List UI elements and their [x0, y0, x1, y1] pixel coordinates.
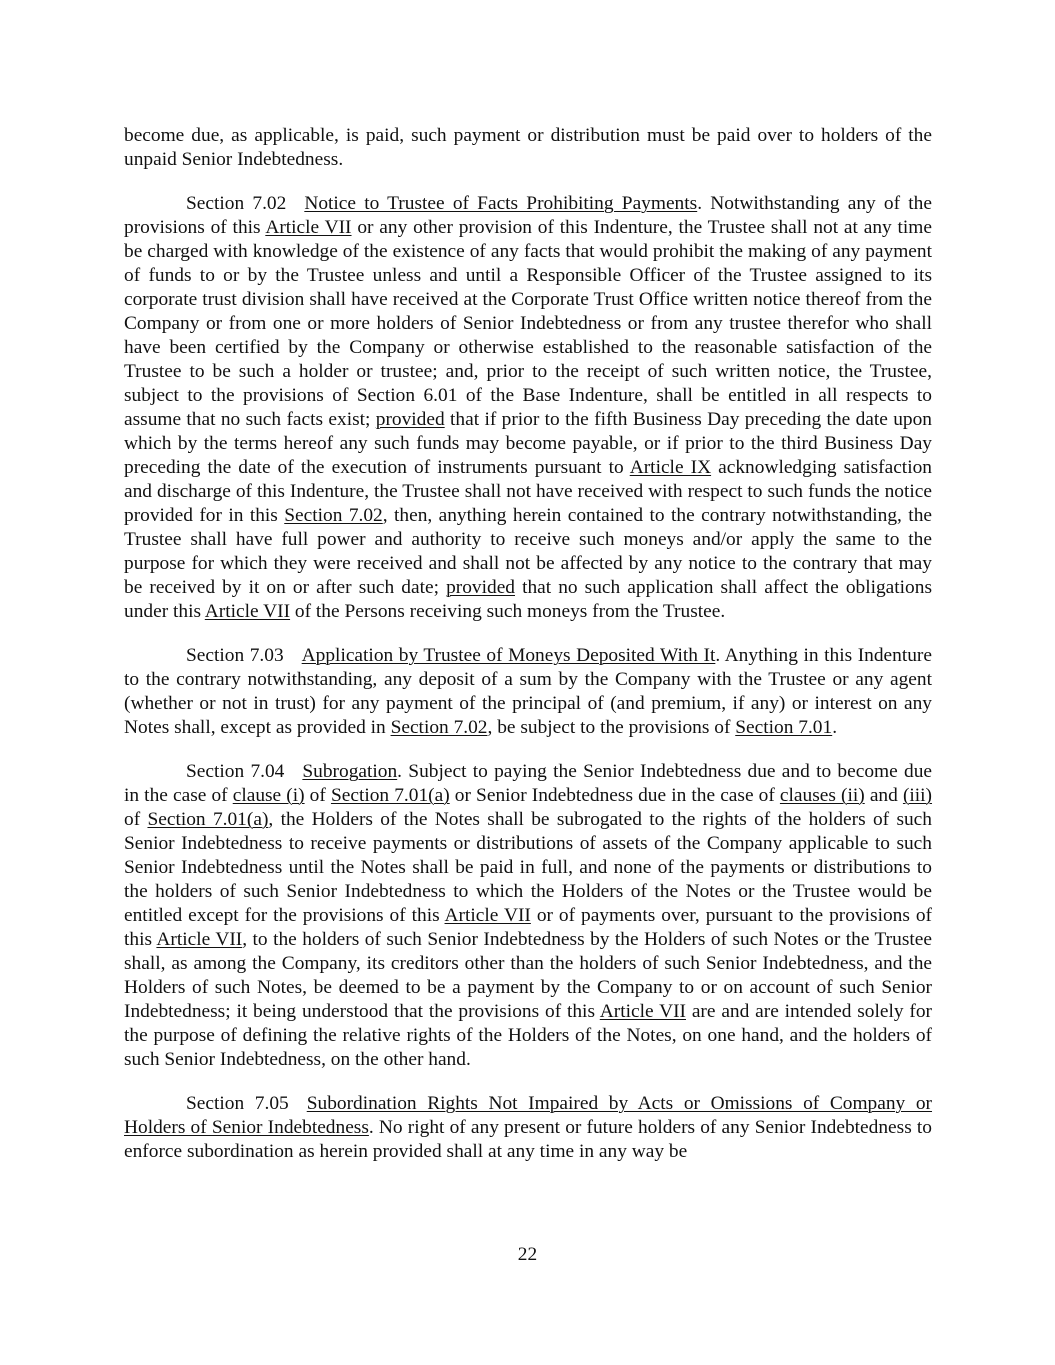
cross-reference: provided [375, 409, 445, 430]
body-text: . Anything in this Indenture to the contrary notwithstanding, any deposit of a sum by the Company with the Trustee or any agent (whether or not in trust) for any payment of the principal of (and premium, if any) or interest on any Notes shall, except as provided in [124, 645, 932, 738]
body-text: . [832, 717, 838, 738]
cross-reference: Article IX [629, 457, 712, 478]
body-text: or any other provision of this Indenture, the Trustee shall not at any time be charged with knowledge of the existence of any facts that would prohibit the making of any payment of funds to or by the Trustee unless and until a Responsible Officer of the Trustee assigned to its corporate trust division shall have received at the Corporate Trust Office written notice thereof from the Company or from one or more holders of Senior Indebtedness or from any trustee therefor who shall have been certified by the Company or otherwise established to the reasonable satisfaction of the Trustee to be such a holder or trustee; and, prior to the receipt of such written notice, the Trustee, subject to the provisions of Section 6.01 of the Base Indenture, shall be entitled in all respects to assume that no such facts exist; [124, 217, 932, 430]
body-text: and [864, 785, 903, 806]
page-number: 22 [517, 1244, 538, 1265]
section-number: Section 7.04 [186, 761, 285, 782]
cross-reference: Section 7.01 [735, 717, 833, 738]
section-heading: Subrogation [302, 761, 398, 782]
section-number: Section 7.03 [186, 645, 284, 666]
section-number: Section 7.02 [186, 193, 287, 214]
cross-reference: Section 7.01(a) [330, 785, 450, 806]
continuation-paragraph [124, 124, 932, 172]
cross-reference: (iii) [902, 785, 933, 806]
body-text: that no such application shall affect the obligations under this [124, 577, 932, 622]
cross-reference: Article VII [265, 217, 352, 238]
section-paragraph [124, 644, 932, 740]
body-text: , be subject to the provisions of [487, 717, 736, 738]
cross-reference: clause (i) [232, 785, 305, 806]
body-text: or of payments over, pursuant to the provisions of this [124, 905, 932, 950]
section-paragraph [124, 760, 932, 1072]
body-text: . Subject to paying the Senior Indebtedness due and to become due in the case of [124, 761, 932, 806]
section-heading: Application by Trustee of Moneys Deposited With It [301, 645, 716, 666]
cross-reference: Section 7.01(a) [147, 809, 269, 830]
body-text: of [304, 785, 331, 806]
section-paragraph [124, 192, 932, 624]
body-text: become due, as applicable, is paid, such payment or distribution must be paid over to holders of the unpaid Senior Indebtedness. [124, 125, 932, 170]
cross-reference: Article VII [204, 601, 291, 622]
cross-reference: Article VII [156, 929, 243, 950]
section-heading: Subordination Rights Not Impaired by Acts or Omissions of Company or Holders of Senior Indebtedness [124, 1093, 933, 1138]
section-number: Section 7.05 [186, 1093, 289, 1114]
cross-reference: Section 7.02 [284, 505, 383, 526]
body-text: are and are intended solely for the purpose of defining the relative rights of the Holders of the Notes, on one hand, and the holders of such Senior Indebtedness, on the other hand. [124, 1001, 932, 1070]
section-paragraph [124, 1092, 932, 1164]
body-text: acknowledging satisfaction and discharge of this Indenture, the Trustee shall not have received with respect to such funds the notice provided for in this [124, 457, 932, 526]
body-text: , to the holders of such Senior Indebtedness by the Holders of such Notes or the Trustee shall, as among the Company, its creditors other than the holders of such Senior Indebtedness, and the Holders of such Notes, be deemed to be a payment by the Company to or on account of such Senior Indebtedness; it being understood that the provisions of this [124, 929, 932, 1022]
body-text: of the Persons receiving such moneys from the Trustee. [290, 601, 726, 622]
body-text: . Notwithstanding any of the provisions of this [124, 193, 932, 238]
body-text: that if prior to the fifth Business Day preceding the date upon which by the terms hereof any such funds may become payable, or if prior to the third Business Day preceding the date of the execution of instruments pursuant to [124, 409, 932, 478]
body-text: , the Holders of the Notes shall be subrogated to the rights of the holders of such Senior Indebtedness to receive payments or distributions of assets of the Company applicable to such Senior Indebtedness until the Notes shall be paid in full, and none of the payments or distributions to the holders of such Senior Indebtedness to which the Holders of the Notes or the Trustee would be entitled except for the provisions of this [124, 809, 932, 926]
section-heading: Notice to Trustee of Facts Prohibiting Payments [304, 193, 698, 214]
body-text: , then, anything herein contained to the contrary notwithstanding, the Trustee shall have full power and authority to receive such moneys and/or apply the same to the purpose for which they were received and shall not be affected by any notice to the contrary that may be received by it on or after such date; [124, 505, 932, 598]
cross-reference: Article VII [444, 905, 531, 926]
cross-reference: provided [446, 577, 515, 598]
cross-reference: Section 7.02 [390, 717, 488, 738]
body-text: or Senior Indebtedness due in the case of [449, 785, 780, 806]
body-text: of [124, 809, 148, 830]
document-body [124, 124, 932, 1184]
cross-reference: Article VII [599, 1001, 686, 1022]
cross-reference: clauses (ii) [779, 785, 865, 806]
body-text: . No right of any present or future holders of any Senior Indebtedness to enforce subordination as herein provided shall at any time in any way be [124, 1117, 932, 1162]
